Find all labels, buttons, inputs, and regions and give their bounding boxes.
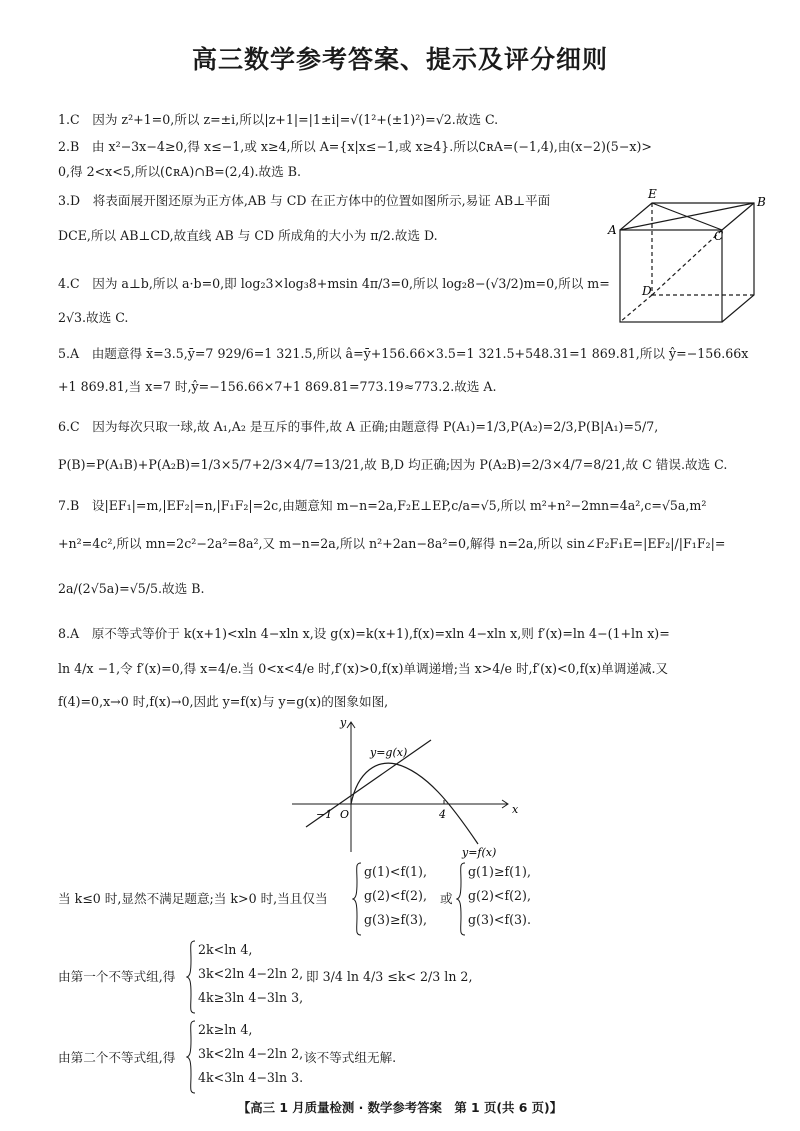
graph-label-fx: y=f(x)	[462, 846, 497, 859]
graph-label-x: x	[512, 803, 519, 816]
cube-label-c: C	[714, 229, 724, 243]
graph-label-4: 4	[439, 808, 446, 821]
graph-label-gx: y=g(x)	[370, 746, 408, 759]
answer-q3-line2: DCE,所以 AB⊥CD,故直线 AB 与 CD 所成角的大小为 π/2.故选 D.	[58, 228, 438, 243]
answer-q2-line2: 0,得 2<x<5,所以(∁ʀA)∩B=(2,4).故选 B.	[58, 164, 301, 179]
graph-label-y: y	[340, 716, 347, 729]
cube-label-d: D	[642, 284, 652, 298]
sys1-row: 3k<2ln 4−2ln 2,	[198, 966, 304, 981]
answer-q6-line1: 6.C 因为每次只取一球,故 A₁,A₂ 是互斥的事件,故 A 正确;由题意得 P(A₁)=1/3,P(A₂)=2/3,P(B|A₁)=5/7,	[58, 419, 659, 434]
cond1-row: g(1)<f(1),	[364, 864, 427, 879]
cube-label-a: A	[608, 223, 617, 237]
answer-q2-line1: 2.B 由 x²−3x−4≥0,得 x≤−1,或 x≥4,所以 A={x|x≤−1,或 x≥4}.所以∁ʀA=(−1,4),由(x−2)(5−x)>	[58, 139, 652, 154]
answer-q1: 1.C 因为 z²+1=0,所以 z=±i,所以|z+1|=|1±i|=√(1²+(±1)²)=√2.故选 C.	[58, 112, 499, 127]
system-2	[198, 1018, 303, 1090]
cond1-row: g(3)≥f(3),	[364, 912, 427, 927]
cube-hidden-edge-3	[620, 295, 652, 322]
answer-q6-line2: P(B)=P(A₁B)+P(A₂B)=1/3×5/7+2/3×4/7=13/21,故 B,D 均正确;因为 P(A₂B)=2/3×4/7=8/21,故 C 错误.故选 C.	[58, 457, 728, 472]
system2-lead: 由第二个不等式组,得	[58, 1050, 176, 1065]
cond2-row: g(2)<f(2),	[468, 888, 531, 903]
graph-label-origin: O	[340, 808, 350, 821]
system2-result: 该不等式组无解.	[304, 1050, 397, 1065]
answer-q8-line3: f(4)=0,x→0 时,f(x)→0,因此 y=f(x)与 y=g(x)的图象如图,	[58, 694, 389, 709]
answer-q5-line2: +1 869.81,当 x=7 时,ŷ=−156.66×7+1 869.81=773.19≈773.2.故选 A.	[58, 379, 497, 394]
cube-figure	[598, 183, 768, 333]
system-1	[198, 938, 303, 1010]
graph-label-neg1: −1	[316, 808, 333, 821]
cube-label-b: B	[757, 195, 766, 209]
cond2-row: g(3)<f(3).	[468, 912, 531, 927]
condition-system-2	[468, 860, 531, 932]
brace-sys2	[186, 1020, 196, 1094]
answer-q4-line2: 2√3.故选 C.	[58, 310, 129, 325]
system1-result: 即 3/4 ln 4/3 ≤k< 2/3 ln 2,	[306, 969, 473, 984]
brace-sys1	[186, 940, 196, 1014]
brace-cond2	[456, 862, 466, 936]
answer-q7-line1: 7.B 设|EF₁|=m,|EF₂|=n,|F₁F₂|=2c,由题意知 m−n=2a,F₂E⊥EP,c/a=√5,所以 m²+n²−2mn=4a²,c=√5a,m²	[58, 498, 707, 513]
cond2-row: g(1)≥f(1),	[468, 864, 531, 879]
condition-system-1	[364, 860, 427, 932]
answer-q5-line1: 5.A 由题意得 x̄=3.5,ȳ=7 929/6=1 321.5,所以 â=ȳ+156.66×3.5=1 321.5+548.31=1 869.81,所以 ŷ=−156.66x	[58, 346, 749, 361]
cond1-row: g(2)<f(2),	[364, 888, 427, 903]
brace-cond1	[352, 862, 362, 936]
cube-back-edges	[620, 203, 754, 322]
segment-dc	[652, 230, 722, 295]
answer-q4-line1: 4.C 因为 a⊥b,所以 a·b=0,即 log₂3×log₃8+msin 4π/3=0,所以 log₂8−(√3/2)m=0,所以 m=	[58, 276, 610, 291]
condition-lead: 当 k≤0 时,显然不满足题意;当 k>0 时,当且仅当	[58, 891, 328, 906]
cube-edge-cb	[722, 203, 754, 230]
sys2-row: 4k<3ln 4−3ln 3.	[198, 1070, 304, 1085]
sys1-row: 2k<ln 4,	[198, 942, 253, 957]
answer-q7-line2: +n²=4c²,所以 mn=2c²−2a²=8a²,又 m−n=2a,所以 n²+2an−8a²=0,解得 n=2a,所以 sin∠F₂F₁E=|EF₂|/|F₁F₂|=	[58, 536, 726, 551]
answer-q8-line1: 8.A 原不等式等价于 k(x+1)<xln 4−xln x,设 g(x)=k(x+1),f(x)=xln 4−xln x,则 f′(x)=ln 4−(1+ln x)=	[58, 626, 670, 641]
cube-front-face	[620, 230, 722, 322]
condition-or: 或	[440, 891, 453, 906]
page-footer: 【高三 1 月质量检测 · 数学参考答案 第 1 页(共 6 页)】	[237, 1100, 563, 1115]
sys2-row: 3k<2ln 4−2ln 2,	[198, 1046, 304, 1061]
sys1-row: 4k≥3ln 4−3ln 3,	[198, 990, 304, 1005]
answer-q8-line2: ln 4/x −1,令 f′(x)=0,得 x=4/e.当 0<x<4/e 时,f′(x)>0,f(x)单调递增;当 x>4/e 时,f′(x)<0,f(x)单调递减.又	[58, 661, 669, 676]
sys2-row: 2k≥ln 4,	[198, 1022, 253, 1037]
function-graph	[286, 712, 526, 860]
cube-label-e: E	[648, 187, 657, 201]
answer-q7-line3: 2a/(2√5a)=√5/5.故选 B.	[58, 581, 205, 596]
answer-q3-line1: 3.D 将表面展开图还原为正方体,AB 与 CD 在正方体中的位置如图所示,易证 AB⊥平面	[58, 193, 551, 208]
segment-ec	[652, 203, 722, 230]
system1-lead: 由第一个不等式组,得	[58, 969, 176, 984]
page-title: 高三数学参考答案、提示及评分细则	[191, 45, 608, 74]
